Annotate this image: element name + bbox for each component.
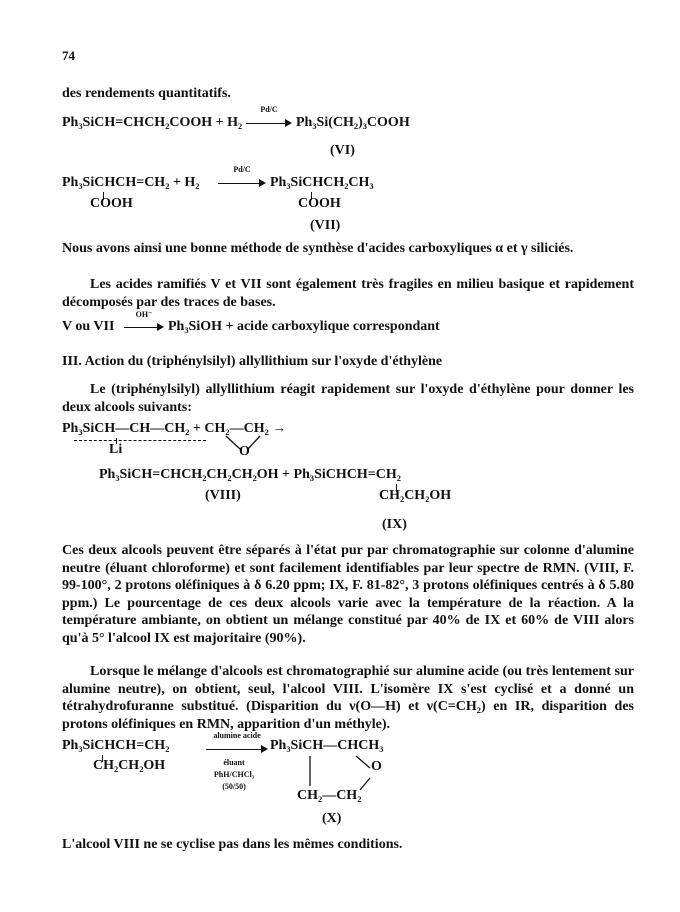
eq2-arrow [218,165,266,190]
paragraph-6: L'alcool VIII ne se cyclise pas dans les mêmes conditions. [62,837,403,852]
eq5-ring-bottom: CH₂—CH₂ [297,788,362,803]
eq4-li: Li [109,442,123,457]
eq2-left-sub: COOH [90,196,133,211]
eq5-right: Ph₃SiCH—CHCH₃ [270,738,384,753]
eq5-arrow [206,731,268,756]
eq4-products: Ph₃SiCH=CHCH₂CH₂CH₂OH + Ph₃SiCHCH=CH₂ [99,467,401,482]
page-number: 74 [62,48,75,63]
section-title: III. Action du (triphénylsilyl) allyllithium sur l'oxyde d'éthylène [62,354,443,369]
eq1-left: Ph₃SiCH=CHCH₂COOH + H₂ [62,115,243,130]
eq4-delocalization-dash [74,440,206,441]
paragraph-4: Ces deux alcools peuvent être séparés à l'état pur par chromatographie sur colonne d'alumine neutre (éluant chloroforme) et sont facilement identifiables par leur spectre de RMN. (VIII, F. 99-100°, 2 protons oléfiniques à δ 6.20 ppm; IX, F. 81-82°, 3 protons oléfiniques centrés à δ 5.80 ppm.) Le pourcentage de ces deux alcools varie avec la température de la réaction. A la température ambiante, on obtient un mélange constitué par 40% de IX et 60% de VIII alors qu'à 5° l'alcool IX est majoritaire (90%). [62,543,634,646]
eq5-arrow-below-3: (50/50) [222,782,246,791]
eq3-right: Ph₃SiOH + acide carboxylique correspondant [168,319,440,334]
paragraph-5: Lorsque le mélange d'alcools est chromatographié sur alumine acide (ou très lentement sur alumine neutre), on obtient, seul, l'alcool VIII. L'isomère IX s'est cyclisé et a donné un tétrahydrofuranne substitué. (Disparition du ν(O—H) et ν(C=CH₂) en IR, disparition des protons oléfiniques en RMN, apparition d'un méthyle). [62,664,634,732]
eq1-arrow [246,105,292,130]
eq4-reactant: Ph₃SiCH—CH—CH₂ + CH₂—CH₂ → [62,421,287,436]
eq2-compound-label: (VII) [310,218,341,233]
eq5-arrow-above: alumine acide [213,731,261,740]
intro-line: des rendements quantitatifs. [62,86,231,101]
eq2-left: Ph₃SiCHCH=CH₂ + H₂ [62,175,200,190]
eq5-left: Ph₃SiCHCH=CH₂ [62,738,170,753]
eq5-arrow-below-2: PhH/CHCl₃ [213,770,255,779]
eq3-left: V ou VII [62,319,115,334]
eq4-ix-sub: CH₂CH₂OH [379,488,452,503]
eq2-right: Ph₃SiCHCH₂CH₃ [270,175,374,190]
eq4-epoxide-o: O [239,444,250,459]
eq2-right-sub: COOH [298,196,341,211]
eq3-arrow [124,310,164,334]
paragraph-2: Les acides ramifiés V et VII sont également très fragiles en milieu basique et rapidement décomposés par des traces de bases. [62,277,634,310]
eq1-compound-label: (VI) [330,143,355,158]
eq3-arrow-label: OH⁻ [135,310,153,319]
eq1-right: Ph₃Si(CH₂)₃COOH [296,115,410,130]
paragraph-3: Le (triphénylsilyl) allyllithium réagit rapidement sur l'oxyde d'éthylène pour donner les deux alcools suivants: [62,382,634,415]
eq5-left-sub: CH₂CH₂OH [93,758,166,773]
eq2-arrow-label: Pd/C [233,165,251,174]
eq1-arrow-label: Pd/C [260,105,278,114]
eq5-compound-label: (X) [322,811,342,826]
paragraph-1: Nous avons ainsi une bonne méthode de synthèse d'acides carboxyliques α et γ siliciés. [62,241,574,256]
eq5-arrow-below-1: éluant [223,758,245,767]
eq4-label-viii: (VIII) [205,488,241,503]
eq4-label-ix: (IX) [382,517,407,532]
eq5-ring-o: O [371,759,382,774]
